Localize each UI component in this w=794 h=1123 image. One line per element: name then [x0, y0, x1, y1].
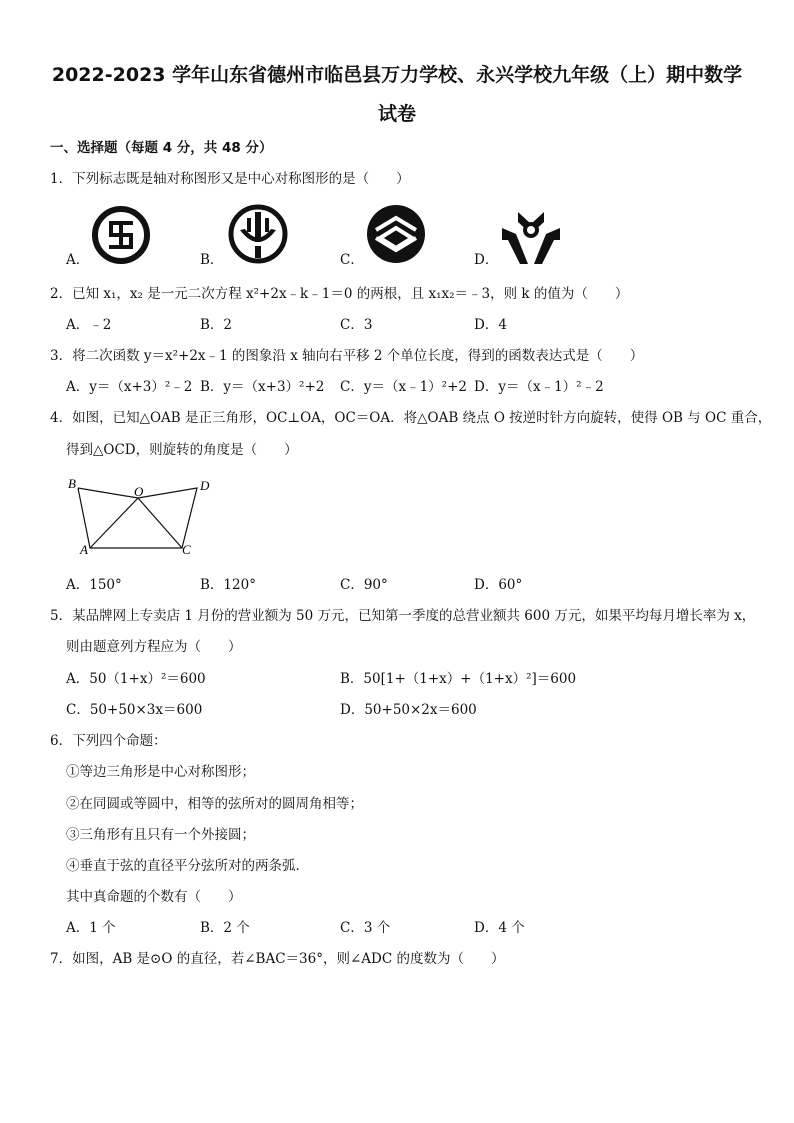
q2-option-b[interactable]: B．2 — [200, 317, 233, 333]
q6-option-c[interactable]: C．3 个 — [340, 920, 391, 936]
q6-option-b[interactable]: B．2 个 — [200, 920, 250, 936]
abc-logo-icon — [226, 202, 290, 266]
q1-option-c[interactable]: C． — [340, 252, 364, 268]
fig-label-b: B — [68, 476, 76, 491]
q5-option-d[interactable]: D．50+50×2x＝600 — [340, 702, 477, 718]
fig-label-a: A — [80, 542, 88, 557]
section-heading: 一、选择题（每题 4 分，共 48 分） — [50, 140, 273, 156]
q6-item-1: ①等边三角形是中心对称图形； — [66, 764, 255, 780]
q5-option-a[interactable]: A．50（1+x）²＝600 — [66, 671, 206, 687]
q5-option-b[interactable]: B．50[1+（1+x）+（1+x）²]＝600 — [340, 671, 577, 687]
q5-stem-line1: 5．某品牌网上专卖店 1 月份的营业额为 50 万元，已知第一季度的总营业额共 600 万元，如果平均每月增长率为 x， — [50, 608, 756, 624]
q4-stem-line1: 4．如图，已知△OAB 是正三角形，OC⊥OA，OC＝OA．将△OAB 绕点 O 按逆时针方向旋转，使得 OB 与 OC 重合， — [50, 410, 772, 426]
page-title-line2: 试卷 — [377, 103, 416, 125]
q3-option-c[interactable]: C．y＝（x﹣1）²+2 — [340, 379, 467, 395]
q4-option-d[interactable]: D．60° — [474, 577, 523, 593]
q3-option-b[interactable]: B．y＝（x+3）²+2 — [200, 379, 325, 395]
q6-item-3: ③三角形有且只有一个外接圆； — [66, 827, 255, 843]
q2-option-a[interactable]: A．﹣2 — [66, 317, 112, 333]
q6-option-d[interactable]: D．4 个 — [474, 920, 525, 936]
q6-item-2: ②在同圆或等圆中，相等的弦所对的圆周角相等； — [66, 796, 363, 812]
q6-stem: 6．下列四个命题： — [50, 733, 167, 749]
q5-stem-line2: 则由题意列方程应为（ ） — [66, 639, 242, 655]
q4-option-a[interactable]: A．150° — [66, 577, 122, 593]
q4-option-c[interactable]: C．90° — [340, 577, 388, 593]
q4-stem-line2: 得到△OCD，则旋转的角度是（ ） — [66, 442, 298, 458]
credit-union-logo-icon — [498, 208, 564, 268]
china-mobile-logo-icon — [364, 202, 428, 266]
q3-stem: 3．将二次函数 y＝x²+2x﹣1 的图象沿 x 轴向右平移 2 个单位长度，得到的函数表达式是（ ） — [50, 348, 644, 364]
q6-item-4: ④垂直于弦的直径平分弦所对的两条弧． — [66, 858, 309, 874]
q5-option-c[interactable]: C．50+50×3x＝600 — [66, 702, 203, 718]
page-title-line1: 2022-2023 学年山东省德州市临邑县万力学校、永兴学校九年级（上）期中数学 — [51, 64, 743, 86]
q7-stem: 7．如图，AB 是⊙O 的直径，若∠BAC＝36°，则∠ADC 的度数为（ ） — [50, 951, 505, 967]
q2-stem: 2．已知 x₁，x₂ 是一元二次方程 x²+2x﹣k﹣1＝0 的两根，且 x₁x₂＝﹣3，则 k 的值为（ ） — [50, 286, 629, 302]
icbc-logo-icon — [90, 204, 152, 266]
q4-triangle-figure — [62, 472, 222, 562]
q2-option-d[interactable]: D．4 — [474, 317, 507, 333]
fig-label-o: O — [134, 484, 144, 499]
q1-option-a[interactable]: A． — [66, 252, 90, 268]
q1-option-d[interactable]: D． — [474, 252, 499, 268]
q1-stem: 1．下列标志既是轴对称图形又是中心对称图形的是（ ） — [50, 171, 410, 187]
q4-option-b[interactable]: B．120° — [200, 577, 256, 593]
q1-option-b[interactable]: B． — [200, 252, 224, 268]
q3-option-a[interactable]: A．y＝（x+3）²﹣2 — [66, 379, 193, 395]
fig-label-c: C — [182, 542, 191, 557]
q3-option-d[interactable]: D．y＝（x﹣1）²﹣2 — [474, 379, 604, 395]
q2-option-c[interactable]: C．3 — [340, 317, 373, 333]
q6-option-a[interactable]: A．1 个 — [66, 920, 116, 936]
q6-ask: 其中真命题的个数有（ ） — [66, 889, 242, 905]
fig-label-d: D — [200, 478, 210, 493]
